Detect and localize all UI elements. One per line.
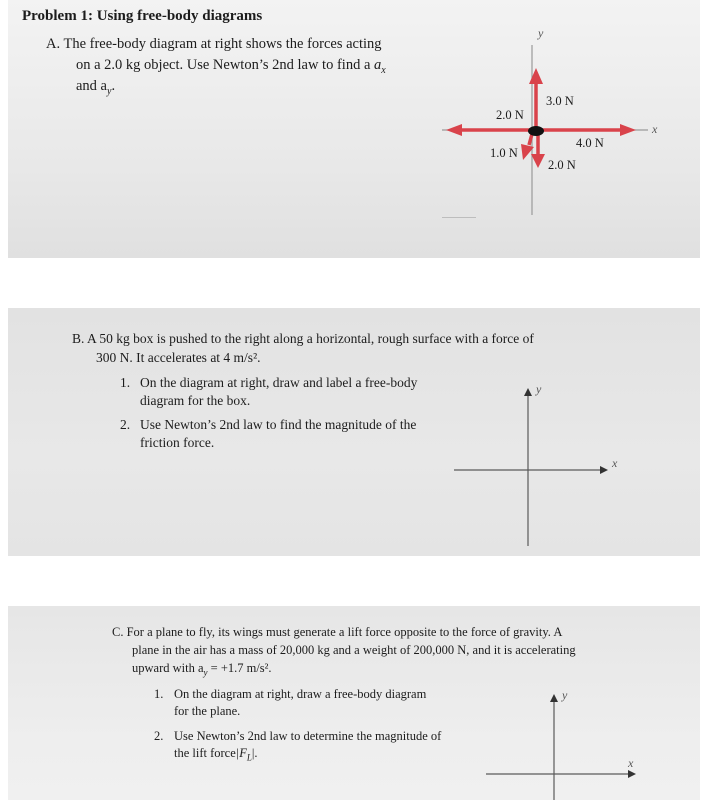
part-b-item-2-line-1: Use Newton’s 2nd law to find the magnitude of the bbox=[140, 417, 417, 432]
force-label-down: 2.0 N bbox=[548, 158, 576, 172]
part-c-axis-x-label: x bbox=[628, 756, 634, 770]
x-axis-arrowhead bbox=[628, 770, 636, 778]
part-b-item-1-line-2: diagram for the box. bbox=[140, 393, 251, 408]
y-axis-arrowhead bbox=[550, 694, 558, 702]
part-b-axis-y-label: y bbox=[536, 382, 542, 396]
part-c-item-2-line-2: the lift $force|F_L|$. bbox=[174, 746, 258, 763]
part-b-line-1: B. A 50 kg box is pushed to the right along a horizontal, rough surface with a force of bbox=[72, 331, 534, 346]
part-a-line-1: A. The free-body diagram at right shows the forces acting bbox=[46, 36, 382, 52]
part-b-item-2-line-2: friction force. bbox=[140, 435, 215, 450]
force-label-down-left: 1.0 N bbox=[490, 146, 518, 160]
part-c-line-2: plane in the air has a mass of 20,000 kg and a weight of 200,000 N, and it is accelerating bbox=[132, 643, 576, 657]
force-label-right: 4.0 N bbox=[576, 136, 604, 150]
problem-title: Problem 1: Using free-body diagrams bbox=[22, 8, 263, 24]
part-a-axis-y-label: y bbox=[538, 26, 544, 40]
part-b-axis-x-label: x bbox=[612, 456, 618, 470]
part-a-line-3: and $a_y$. bbox=[76, 78, 116, 97]
part-a-line-2: on a 2.0 kg object. Use Newton’s 2nd law to find a $a_x$ bbox=[76, 57, 386, 76]
photo-part-c bbox=[8, 606, 700, 800]
part-b-item-1-line-1: On the diagram at right, draw and label a free-body bbox=[140, 375, 418, 390]
photo-part-a bbox=[8, 0, 700, 258]
part-a-axis-x-label: x bbox=[652, 122, 658, 136]
part-b-line-2: 300 N. It accelerates at 4 m/s². bbox=[96, 350, 261, 365]
part-c-axis-y-label: y bbox=[562, 688, 568, 702]
force-arrow-up-head bbox=[529, 68, 543, 84]
force-arrow-down-head bbox=[531, 154, 545, 168]
part-c-line-1: C. For a plane to fly, its wings must generate a lift force opposite to the force of gravity. A bbox=[112, 625, 563, 639]
photo-part-b bbox=[8, 308, 700, 556]
part-c-item-1-line-2: for the plane. bbox=[174, 704, 241, 718]
part-a-free-body-diagram bbox=[8, 0, 700, 258]
part-c-line-3: upward with $a_y = +1.7$ m/s². bbox=[132, 661, 272, 678]
part-c-axes bbox=[8, 606, 700, 800]
force-arrow-left-head bbox=[446, 124, 462, 136]
part-c-item-1-line-1: On the diagram at right, draw a free-body diagram bbox=[174, 687, 427, 701]
part-c-item-1-number: 1. bbox=[154, 687, 164, 701]
x-axis-arrowhead bbox=[600, 466, 608, 474]
part-c-item-2-line-1: Use Newton’s 2nd law to determine the magnitude of bbox=[174, 729, 442, 743]
force-label-up: 3.0 N bbox=[546, 94, 574, 108]
pencil-mark bbox=[442, 217, 476, 218]
object-dot bbox=[528, 126, 544, 136]
y-axis-arrowhead bbox=[524, 388, 532, 396]
part-c-item-2-number: 2. bbox=[154, 729, 164, 743]
part-b-item-1-number: 1. bbox=[120, 375, 131, 390]
force-label-left: 2.0 N bbox=[496, 108, 524, 122]
part-b-axes bbox=[8, 308, 700, 556]
part-b-item-2-number: 2. bbox=[120, 417, 131, 432]
force-arrow-right-head bbox=[620, 124, 636, 136]
